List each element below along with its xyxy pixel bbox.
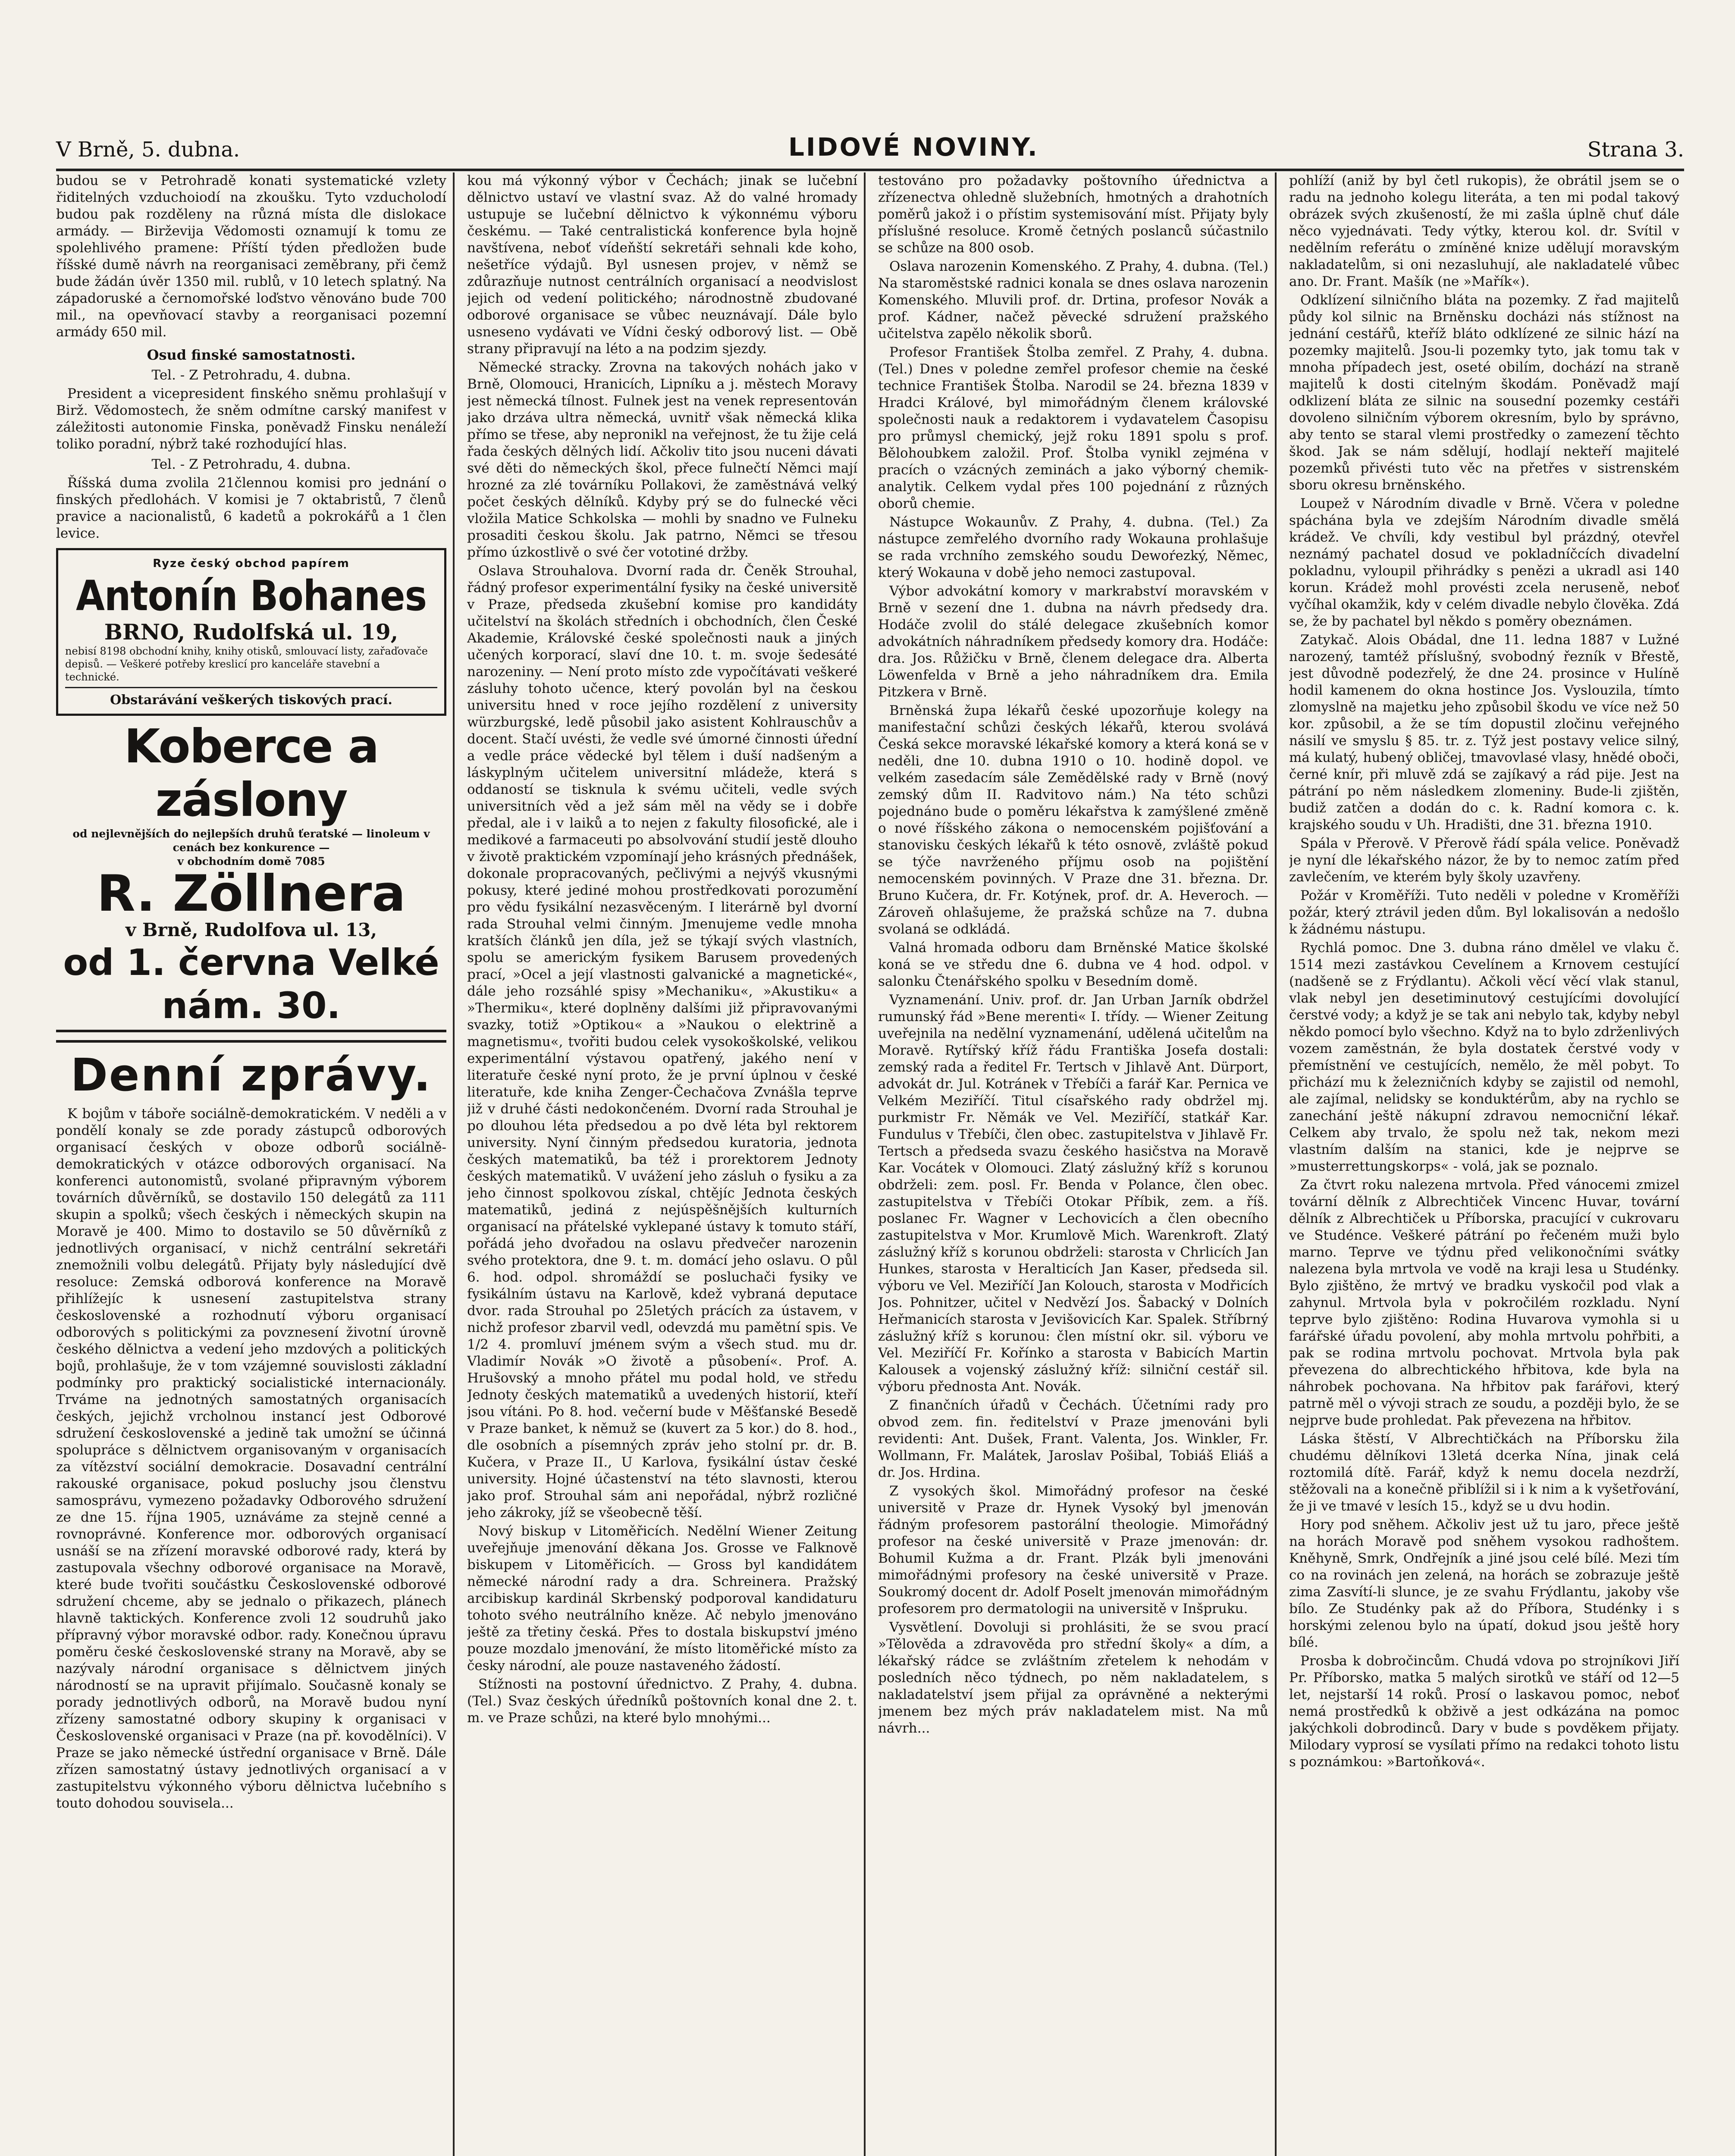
article-continuation: pohlíží (aniž by byl četl rukopis), že obrátil jsem se o radu na jednoho kolegu literáta, a ten mi podal takový obrázek svých zkušeností, že mi zašla úplně chuť dále něco vyjednávati. Tedy výtky, kterou kol. dr. Svítil v nedělním referátu o zmíněné knize udělují moravským nakladatelům, si oni nezasluhují, ale nakladatelé vůbec ano. Dr. Frant. Mašík (ne »Mařík«).	[1289, 173, 1679, 289]
ad-company-name: Antonín Bohanes	[75, 572, 427, 620]
article-paragraph: Německé stracky. Zrovna na takových nohách jako v Brně, Olomouci, Hranicích, Lipníku a j. městech Moravy jest německá tílnost. Fulnek jest na venek representován jako drzáva ultra německá, uvnitř však německá klika přímo se třese, aby nepronikl na veřejnost, že tu žije celá řada českých dělných lidí. Ačkoliv tito jsou nuceni dávati své děti do německých škol, přece fulnečtí Němci mají hrozné za zlé továrníku Pollakovi, že zaměstnává velký počet českých dělníků. Kdyby prý se do fulnecké věci vložila Matice Schkolska — mohli by snadno ve Fulneku prosaditi českou školu. Jak patrno, Němci se třesou přímo úzkostlivě o své čer vototiné držby.	[467, 360, 857, 560]
column-1	[56, 172, 446, 2156]
article-paragraph: Stížnosti na postovní úřednictvo. Z Prahy, 4. dubna. (Tel.) Svaz českých úředníků poštovních konal dne 2. t. m. ve Praze schůzi, na které bylo mnohými...	[467, 1677, 857, 1726]
article-paragraph: Hory pod sněhem. Ačkoliv jest už tu jaro, přece ještě na horách Moravě pod sněhem vysokou radhoštem. Kněhyně, Smrk, Ondřejník a jiné jsou celé bílé. Mezi tím co na rovinách jen zelená, na horách se zobrazuje ještě zima Zasvítí-li slunce, je ze svahu Frýdlantu, jakoby vše bílo. Ze Studénky pak až do Příbora, Studénky i s horskými zelenou bylo na úpatí, dokud jsou ještě hory bílé.	[1289, 1517, 1679, 1650]
rubric-heading: Denní zprávy.	[56, 1040, 446, 1103]
article-paragraph: Spála v Přerově. V Přerově řádí spála velice. Poněvadž je nyní dle lékařského názor, že by to nemoc zatím před zavlečením, ve kterém byly školy uzavřeny.	[1289, 836, 1679, 885]
article-paragraph: Za čtvrt roku nalezena mrtvola. Před vánocemi zmizel tovární dělník z Albrechtiček Vincenc Huvar, tovární dělník z Albrechtiček u Příborska, pracující v cukrovaru ve Studénce. Veškeré pátrání po řečeném muži bylo marno. Teprve ve týdnu před velikonočními svátky nalezena byla mrtvola ve vodě na kraji lesa u Studénky. Bylo zjištěno, že mrtvý ve bradku vyskočil pod vlak a zahynul. Mrtvola byla v pokročilém rozkladu. Nyní teprve bylo zjištěno: Rodina Huvarova vymohla si u farářské úřadu povolení, aby mohla mrtvolu pohřbiti, a pak se rodina mrtvolu pochovat. Mrtvola byla pak převezena do albrechtického hřbitova, kde byla na náhrobek pochovana. Na hřbitov pak farářovi, který patrně měl o vývoji strach ze soudu, a později bylo, že se nejprve bude prohledat. Pak převezena na hřbitov.	[1289, 1177, 1679, 1428]
article-continuation: kou má výkonný výbor v Čechách; jinak se lučební dělnictvo ustaví ve vlastní svaz. Až do valné hromady ustupuje se lučební dělnictvo k výkonnému výboru českému. — Také centralistická konference byla hojně navštívena, neboť vídeňští sekretáři sehnali kde koho, nešetříce výdajů. Byl usnesen projev, v němž se zdůrazňuje nutnost centrálních organisací a neodvislost jejich od vedení politického; národnostně zbudované odborové organisace se vůbec neuznávají. Dále bylo usneseno vydávati ve Vídni český odborový list. — Obě strany připravují na léto a na podzim sjezdy.	[467, 173, 857, 357]
header-dateline: V Brně, 5. dubna.	[56, 138, 240, 162]
ad-headline: Koberce a záslony	[124, 720, 379, 827]
article-paragraph: Oslava narozenin Komenského. Z Prahy, 4. dubna. (Tel.) Na staroměstské radnici konala se dnes oslava narozenin Komenského. Mluvili prof. dr. Drtina, profesor Novák a prof. Kádner, načež pěvecké sdružení pražského učitelstva zapělo několik sborů.	[878, 259, 1268, 342]
column-rule	[1275, 172, 1277, 2156]
column-rule	[453, 172, 455, 2156]
article-paragraph: Profesor František Štolba zemřel. Z Prahy, 4. dubna. (Tel.) Dnes v poledne zemřel profesor chemie na české technice František Štolba. Narodil se 24. března 1839 v Hradci Králové, byl mimořádným členem královské společnosti nauk a redaktorem i vydavatelem Časopisu pro průmysl chemický, jejž roku 1891 spolu s prof. Bělohoubkem založil. Prof. Štolba vynikl zejména v pracích o vzácných zeminách a jako výborný chemik-analytik. Celkem vydal přes 100 pojednání z různých oborů chemie.	[878, 345, 1268, 511]
article-continuation: testováno pro požadavky poštovního úřednictva a zřízenectva ohledně služebních, hmotných a drahotních poměrů jakož i o přístim systemisování míst. Přijaty byly příslušné resoluce. Kromě četných poslanců súčastnilo se schůze na 800 osob.	[878, 173, 1268, 256]
column-rule	[864, 172, 866, 2156]
column-4	[1289, 172, 1679, 2156]
ad-line: v obchodním domě 7085	[177, 855, 325, 868]
page-number: Strana 3.	[1587, 138, 1684, 162]
article-paragraph: Zatykač. Alois Obádal, dne 11. ledna 1887 v Lužné narozený, tamtéž příslušný, svobodný řezník v Břestě, jest důvodně podezřelý, že dne 24. prosince v Hulíně hodil kamenem do okna hostince Jos. Vyslouzila, tímto zlomyslně na majetku jeho způsobil škodu ve více než 50 kor. způsobil, a že se tím dopustil zločinu veřejného násilí ve smyslu § 85. tr. z. Týž jest postavy velice silný, má kulatý, hubený obličej, tmavovlasé vlasy, hnědé oboči, černé knír, při mluvě zdá se zajíkavý a rád pije. Jest na pátrání po něm následkem zlomeniny. Bude-li zjištěn, budiž zatčen a dodán do c. k. Radní komora c. k. krajského soudu v Uh. Hradišti, dne 31. března 1910.	[1289, 632, 1679, 833]
ad-address: v Brně, Rudolfova ul. 13,	[125, 919, 377, 940]
article-paragraph: Vyznamenání. Univ. prof. dr. Jan Urban Jarník obdržel rumunský řád »Bene merenti« I. třídy. — Wiener Zeitung uveřejnila na nedělní vyznamenání, udělená učitelům na Moravě. Rytířský kříž řádu Františka Josefa dostali: zemský rada a ředitel Fr. Tertsch v Jihlavě Ant. Dürport, advokát dr. Jul. Kotránek v Třebíči a farář Kar. Pernica ve Velkém Meziříčí. Titul císařského rady obdržel mj. purkmistr Fr. Němák ve Vel. Meziříčí, statkář Kar. Fundulus v Třebíči, člen obec. zastupitelstva v Jihlavě Fr. Tertsch a předseda svazu českého hasičstva na Moravě Kar. Vocátek v Olomouci. Zlatý záslužný kříž s korunou obdrželi: zem. posl. Fr. Benda v Polance, člen obec. zastupitelstva v Třebíči Otokar Příbik, zem. a říš. poslanec Fr. Wagner v Lechovicích a člen obecního zastupitelstva v Mor. Krumlově Mich. Warenkroft. Zlatý záslužný kříž s korunou obdrželi: starosta v Chrlicích Jan Hunkes, starosta v Heralticích Jan Kaser, předseda sil. výboru ve Vel. Meziříčí Jan Kolouch, starosta v Modřicích Jos. Pohnitzer, učitel v Nedvězí Jos. Šabacký v Dolních Heřmanicích starosta v Jevišovicích Kar. Spalek. Stříbrný záslužný kříž s korunou: člen místní okr. sil. výboru ve Vel. Meziříčí Fr. Kořínko a starosta v Babicích Martin Kalousek a vojenský záslužný kříž: silniční cestář sil. výboru přednosta Ant. Novák.	[878, 992, 1268, 1395]
ad-company-name: R. Zöllnera	[97, 865, 406, 923]
article-paragraph: Požár v Kroměříži. Tuto neděli v poledne v Kroměříži požár, který ztrávil jeden dům. Byl lokalisován a nedošlo k žádnému nástupu.	[1289, 888, 1679, 937]
article-continuation: budou se v Petrohradě konati systematické vzlety řiditelných vzduchoiodí na zkoušku. Tyto vzducholodí budou pak rozděleny na různá místa dle dislokace armády. — Birževija Vědomosti oznamují k tomu ze spolehlivého pramene: Příští týden předložen bude říšské dumě návrh na reorganisaci zeměbrany, při čemž bude žádán úvěr 1350 mil. rublů, v 10 letech splatný. Na západoruské a černomořské loďstvo věnováno bude 700 mil., na opevňovací stavby a reorganisaci pozemní armády 650 mil.	[56, 173, 446, 340]
article-paragraph: President a vicepresident finského sněmu prohlašují v Birž. Vědomostech, že sněm odmítne carský manifest v záležitosti autonomie Finska, poněvadž Finsku nenáleží toliko poradní, nýbrž také rozhodující hlas.	[56, 386, 446, 452]
article-paragraph: Nástupce Wokaunův. Z Prahy, 4. dubna. (Tel.) Za nástupce zemřelého dvorního rady Wokauna prohlašuje se rada vrchního zemského soudu Dewoŕezký, Němec, který Wokauna v době jeho nemoci zastupoval.	[878, 514, 1268, 580]
article-paragraph: Z vysokých škol. Mimořádný profesor na české universitě v Praze dr. Hynek Vysoký byl jmenován řádným profesorem pastorální theologie. Mimořádný profesor na české universitě v Praze jmenován: dr. Bohumil Kužma a dr. Frant. Plzák byli jmenováni mimořádnými profesory na české universitě v Praze. Soukromý docent dr. Adolf Poselt jmenován mimořádným profesorem pro dermatologii na universitě v Inšpruku.	[878, 1483, 1268, 1617]
telegraph-dateline: Tel. - Z Petrohradu, 4. dubna.	[151, 457, 351, 472]
article-paragraph: Výbor advokátní komory v markrabství moravském v Brně v sezení dne 1. dubna na návrh předsedy dra. Hodáče zvolil do stálé delegace zkušebních komor advokátních náhradníkem předsedy komory dra. Hodáče: dra. Jos. Růžičku v Brně, členem delegace dra. Alberta Löwenfelda v Brně a jeho náhradníkem dra. Emila Pitzkera v Brně.	[878, 583, 1268, 700]
ad-description: nebisí 8198 obchodní knihy, knihy otisků, smlouvací listy, zařaďovače depisů. — Veškeré potřeby kreslicí pro kanceláře stavební a technické.	[65, 645, 428, 683]
ad-address: BRNO, Rudolfská ul. 19,	[104, 619, 398, 645]
article-paragraph: Odklízení silničního bláta na pozemky. Z řad majitelů půdy kol silnic na Brněnsku docházi nás stížnost na jednání cestářů, kteříž bláto odklízené ze silnic hází na pozemky majitelů. Jsou-li pozemky tyto, jak tomu tak v mnoha případech jest, oseté obilím, dochází na straně majitelů k dosti citelným škodám. Poněvadž mají odklizení bláta ze silnic na sousední pozemky cestáři dovoleno silničním výborem okresním, bylo by správno, aby tento se staral vlemi prostředky o zamezení těchto škod. Jak se nám sdělují, hodlají nekteří majitelé pozemků přivésti tuto věc na přetřes v sistrenském sboru okresu brněnského.	[1289, 292, 1679, 493]
ad-new-location: od 1. června Velké nám. 30.	[56, 941, 446, 1032]
page-header	[56, 123, 1684, 171]
article-paragraph: Valná hromada odboru dam Brněnské Matice školské koná se ve středu dne 6. dubna ve 4 hod. odpol. v salonku Čtenářského spolku v Besedním domě.	[878, 940, 1268, 989]
ad-line: od nejlevnějších do nejlepších druhů ťeratské — linoleum v cenách bez konkurence —	[72, 827, 430, 854]
telegraph-dateline: Tel. - Z Petrohradu, 4. dubna.	[151, 367, 351, 383]
article-paragraph: Rychlá pomoc. Dne 3. dubna ráno dmělel ve vlaku č. 1514 mezi zastávkou Cevelínem a Krnovem cestující (nadšeně se z Frýdlantu). Ačkoli věcí věcí vlak stanul, vlak nebyl jen desetiminutový cestujícími dovolující čerstvé vody; a když je se tak ani nebylo tak, kdyby nebyl někdo pomocí bylo všechno. Když na to bylo zdrženlivých vozem zaměstnán, že byla dostatek čerstvé vody v přemístnění ve cestujících, nemělo, že měl pobyt. To přichází mu k železničních kdyby se zajistil od nemohl, ale zajímal, nelidsky se konduktérům, aby na rychlo se zanechání ještě nákupní zdravou nemocniční lékař. Celkem aby trvalo, že spolu než tak, nekom mezi vlastním dalším na stanici, kde je nejprve se »musterrettungskorps« - volá, jak se poznalo.	[1289, 940, 1679, 1174]
column-2	[467, 172, 857, 2156]
section-heading: Osud finské samostatnosti.	[147, 347, 356, 363]
article-paragraph: Brněnská župa lékařů české upozorňuje kolegy na manifestační schůzi českých lékařů, kterou svolává Česká sekce moravské lékařské komory a která koná se v neděli, dne 10. dubna 1910 o 10. hodině dopol. ve velkém zasedacím sále Zemědělské rady v Brně (nový zemský dům II. Radvitovo nám.) Na této schůzi pojednáno bude o poměru lékařstva k zamýšlené změně o nové říšského zákona o nemocenském pojišťování a stanovisku českých lékařů k této osnově, zvláště pokud se týče navrženého příjmu osob na pojištění nemocenském povinných. V Praze dne 31. března. Dr. Bruno Kučera, dr. Fr. Kotýnek, prof. dr. A. Heveroch. — Zároveň ohlašujeme, že pražská schůze na 7. dubna svolaná se odkládá.	[878, 703, 1268, 937]
article-paragraph: Vysvětlení. Dovoluji si prohlásiti, že se svou prací »Tělověda a zdravověda pro střední školy« a dím, a lékařský rádce se zvláštním zřetelem k nehodám v posledních něco týdnech, po něm nakladatelem, s nakladatelství jsem přijal za oprávněné a nekterými jmenem bez mých práv nakladatelem mist. Na mů návrh...	[878, 1620, 1268, 1736]
article-paragraph: Říšská duma zvolila 21člennou komisi pro jednání o finských předlohách. V komisi je 7 oktabristů, 7 členů pravice a nacionalistů, 6 kadetů a pokrokářů a 1 člen levice.	[56, 475, 446, 541]
article-paragraph: Láska štěstí, V Albrechtičkách na Příborsku žila chudému dělníkovi 13letá dcerka Nína, jinak celá roztomilá dítě. Farář, když k nemu docela nezdrží, stěžovali na a konečně přiblížil si i k nim a k vyšetřování, že ji ve tmavé v lesích 15., když se u dvu hodin.	[1289, 1431, 1679, 1514]
ad-tagline: Ryze český obchod papírem	[153, 557, 350, 570]
advertisement-zollner	[56, 720, 446, 1032]
article-paragraph: Nový biskup v Litoměřicích. Nedělní Wiener Zeitung uveřejňuje jmenování děkana Jos. Grosse ve Falknově biskupem v Litoměřicích. — Gross byl kandidátem německé národní rady a dra. Schreinera. Pražský arcibiskup kardinál Skrbenský podporoval kandidaturu tohoto svého neutrálního kněze. Ač nebylo jmenováno ještě za třetiny česká. Přes to dostala biskupství jméno pouze mozdalo jmenování, že místo litoměřické místo za česky národní, ale pouze nastaveného žádostí.	[467, 1523, 857, 1673]
advertisement-bohanes	[56, 548, 446, 716]
masthead-title: LIDOVÉ NOVINY.	[788, 132, 1039, 162]
article-paragraph: Z finančních úřadů v Čechách. Účetními rady pro obvod zem. fin. ředitelství v Praze jmenováni byli revidenti: Ant. Dušek, Frant. Valenta, Jos. Winkler, Fr. Wollmann, Fr. Malátek, Jaroslav Pošibal, Tobiáš Eliáš a dr. Jos. Hrdina.	[878, 1398, 1268, 1480]
article-paragraph: Loupež v Národním divadle v Brně. Včera v poledne spáchána byla ve zdejším Národním divadle smělá krádež. Ve chvíli, kdy vestibul byl prázdný, otevřel neznámý pachatel dosud ve pokladníčcích divadelní pokladnu, vyloupil přihrádky s penězi a ukradl asi 140 korun. Krádež mohl provésti zcela neruseně, neboť vyčíhal okamžik, kdy v celém divadle nebylo člověka. Zdá se, že by pachatel byl někdo s poměry obeznámen.	[1289, 496, 1679, 629]
ad-footer: Obstarávání veškerých tiskových prací.	[65, 687, 437, 708]
article-paragraph: K bojům v táboře sociálně-demokratickém. V neděli a v pondělí konaly se zde porady zástupců odborových organisací českých v oboze odborů sociálně-demokratických v otázce odborových organisací. Na konferenci autonomistů, svolané připravným výborem továrních důvěrníků, se dostavilo 150 delegátů za 111 skupin a spolků; všech českých i německých skupin na Moravě je 400. Mimo to dostavilo se 50 důvěrníků z jednotlivých organisací, v nichž centrální sekretáři znemožnili volbu delegátů. Přijaty byly následující dvě resoluce: Zemská odborová konference na Moravě přihlížejíc k usnesení zastupitelstva strany československé a rozhodnutí výboru organisací odborových s politickými za povznesení životní úrovně českého dělnictva a vedení jeho mzdových a politických bojů, prohlašuje, že v tom vzájemné souvislosti základní podmínky pro praktický socialistické internacionály. Trváme na jednotných samostatných organisacích českých, jejichž vrcholnou instancí jest Odborové sdružení československé a jedině tak umožní se účinná spolupráce s dělnictvem organisovaným v organisacích za vítězství sociální demokracie. Dosavadní centrální rakouské organisace, pokud posluchy jsou členstvu samosprávu, vymezeno požadavky Odborového sdružení ze dne 15. října 1905, uznáváme za stejně cenné a rovnoprávné. Konference mor. odborových organisací usnáší se na zřízení moravské odborové rady, která by zastupovala všechny odborové organisace na Moravě, které bude tvořiti součástku Československé odborové sdružení chceme, aby se jednalo o přikazech, plánech hlavně taktických. Konference zvoli 12 soudruhů jako přípravný výbor moravské odbor. rady. Konečnou úpravu poměru české československé strany na Moravě, aby se nazývaly národní organisace s dělnictvem jiných národností se na upravit přijímalo. Současně konaly se porady jednotlivých odborů, na Moravě budou nyní zřízeny samostatné odbory skupiny k organisaci v Československé organisaci v Praze (na př. kovodělníci). V Praze se jako německé ústřední organisace v Brně. Dále zřízen samostatný ústavy jednotlivých organisací a v zastupitelstvu výkonného výboru dělnictva lučebního s touto dohodou souvisela...	[56, 1106, 446, 1811]
article-paragraph: Prosba k dobročincům. Chudá vdova po strojníkovi Jiří Pr. Příborsko, matka 5 malých sirotků ve stáří od 12—5 let, nejstarší 14 roků. Prosí o laskavou pomoc, neboť nemá prostředků k obživě a jest odkázána na pomoc jakýchkoli dobrodinců. Dary v bude s povděkem přijaty. Milodary vyprosí se vysílati přímo na redakci tohoto listu s poznámkou: »Bartoňková«.	[1289, 1653, 1679, 1770]
article-paragraph: Oslava Strouhalova. Dvorní rada dr. Čeněk Strouhal, řádný profesor experimentální fysiky na české universitě v Praze, předseda zkušební komise pro kandidáty učitelství na školách středních i obchodních, člen České Akademie, Královské české společnosti nauk a jiných učených korporací, slaví dne 10. t. m. svoje šedesáté narozeniny. — Není proto místo zde vypočítávati veškeré zásluhy tohoto učence, který povolán byl na českou universitu hned v roce jejího rozdělení z university würzburgské, ledě působil jako asistent Kohlrauschův a docent. Stačí uvésti, že vedle své úmorné činnosti úřední a vedle práce vědecké byl tělem i duší nadšeným a láskyplným učitelem universitní mládeže, která s oddaností se tisknula k svému učiteli, vedle svých universitních věd a jež sám měl na vědy se i dobře předal, ale i v laiků a to nejen z fakulty filosofické, ale i medikové a farmaceuti po absolvování studií jestě dlouho v životě praktickém vzpomínají jeho krásných přednášek, dokonale propracovaných, pečlivými a nejvýš vkusnými pokusy, které jediné mohou prostředkovati porozumění pro vědu fysikální nezasvěceným. I literárně byl dvorní rada Strouhal velmi činným. Jmenujeme vedle mnoha kratších článků jen díla, jež se týkají svých vlastních, spolu se americkým fysikem Barusem provedených prací, »Ocel a její vlastnosti galvanické a magnetické«, dále jeho rozsáhlé spisy »Mechaniku«, »Akustiku« a »Thermiku«, které doplněny dalšími již připravovanými svazky, totiž »Optikou« a »Naukou o elektrině a magnetismu«, tvořiti budou celek vysokoškolské, velikou experimentální výstavou opatřený, jakého není v literatuře české nyní proto, že je první úplnou v české literatuře, kde kniha Zenger-Čechačova Zvnášla teprve již v druhé části nedokončeném. Dvorní rada Strouhal je po dlouhou léta předsedou a po dvě léta byl rektorem university. Nyní činným předsedou kuratoria, jednota českých matematiků, ba též i prorektorem Jednoty českých matematiků. V uvážení jeho zásluh o fysiku a za jeho činnost spolkovou získal, chtějíc Jednota českých matematiků, jediná z nejúspěšnějších kulturních organisací na přátelské vyklepané ústavy k tomuto stáří, pořádá jeho dvořadou na oslavu předvečer narozenin svého protektora, dne 9. t. m. domácí jeho oslavu. O půl 6. hod. odpol. shromáždí se posluchači fysiky ve fysikálním ústavu na Karlově, kdež vybraná deputace dvor. rada Strouhal po 25letých prácích za ústavem, v nichž profesor zbarvil vedl, odevzdá mu pamětní spis. Ve 1/2 4. promluví jménem svým a všech stud. mu dr. Vladimír Novák »O životě a působení«. Prof. A. Hrušovský a mnoho přátel mu podal hold, ve středu Jednoty českých matematiků a uvedených historií, kteří jsou vítáni. Po 8. hod. večerní bude v Měšťanské Besedě v Praze banket, k němuž se (kuvert za 5 kor.) do 8. hod., dle osobních a písemných zpráv jeho stolní pr. dr. B. Kučera, v Praze II., U Karlova, fysikální ústav české university. Hojné účastenství na této slavnosti, kterou jako prof. Strouhal sám ani nepořádal, nýbrž rozličné jeho zákroky, jíž se všeobecně těší.	[467, 563, 857, 1520]
column-3	[878, 172, 1268, 2156]
